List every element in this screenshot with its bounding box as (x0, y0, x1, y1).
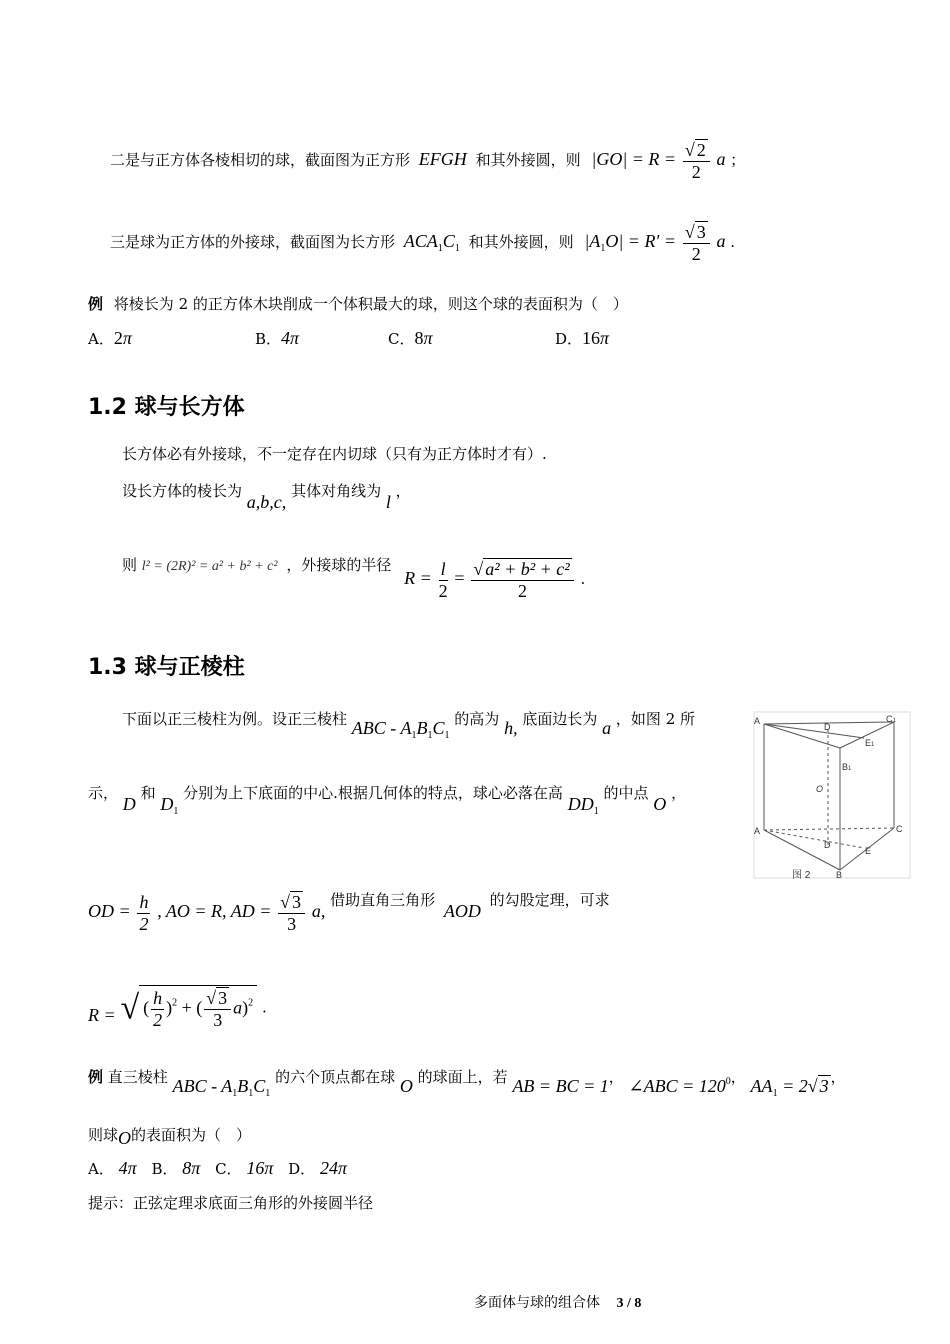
section-1-2-line3: 则 l² = (2R)² = a² + b² + c² ，外接球的半径 R = $\frac{l}{2}$ = $\frac{\text{√ a² + b² + c²}}{2}$ . (122, 556, 586, 601)
section-1-3-line1: 下面以正三棱柱为例。设正三棱柱 ABC - $A_1B_1C_1$ 的高为 h, 底面边长为 a ，如图 2 所 (122, 710, 696, 741)
section-1-3-radius-formula: R = √ ( $\frac{h}{2}$ )$^2$ + ( $\frac{√ 3}{3}$ a)$^2$ . (88, 985, 267, 1032)
fraction-root2-over-2: $\frac{√ 2}{2}$ (683, 140, 710, 182)
example-1-option-b: B．4π (255, 328, 300, 348)
example-2-question: 例 直三棱柱 ABC - $A_1B_1C_1$ 的六个顶点都在球 O 的球面上，若 AB = BC = 1， ∠ABC = $120^0$， $AA_1 = 2√$ 3 ， (88, 1068, 846, 1099)
example-2-options (88, 1158, 347, 1180)
fraction-root3-over-3: $\frac{√ 3}{3}$ (278, 892, 305, 934)
section-1-3-line2: 示， D 和 $D_1$ 分别为上下底面的中心.根据几何体的特点，球心必落在高 $DD_1$ 的中点 O ， (88, 784, 687, 817)
para-cube-circumscribed: 三是球为正方体的外接球，截面图为长方形 $ACA_1C_1$ 和其外接圆，则 $|A_1O| = R'$ = $\frac{√ 3}{2}$ a . (110, 222, 736, 264)
example-2-option-a: A． 4π (88, 1158, 137, 1178)
figure-caption: 图 2 (792, 870, 811, 880)
example-2-option-c: C． 16π (215, 1158, 274, 1178)
fig-label-o: O (816, 784, 824, 794)
fig-label-b1: B1 (842, 762, 852, 772)
example-1-option-d: D．16π (555, 328, 610, 348)
fig-label-e-bottom: E (865, 846, 872, 856)
fig-label-c-bottom: C (896, 824, 903, 834)
example-1-option-c: C．8π (388, 328, 433, 348)
section-1-3-title: 1.3 球与正棱柱 (88, 655, 245, 680)
fraction-sqrt-sum-over-2: $\frac{\text{√ a² + b² + c²}}{2}$ (471, 559, 573, 601)
section-1-3-line3: OD = $\frac{h}{2}$ , AO = R, AD = $\frac{√ 3}{3}$ a, 借助直角三角形 AOD 的勾股定理，可求 (88, 891, 610, 934)
shape-efgh: EFGH (418, 149, 467, 170)
para-cube-edge-tangent: 二是与正方体各棱相切的球，截面图为正方形 EFGH 和其外接圆，则 |GO| = R = $\frac{√ 2}{2}$ a ； (110, 140, 746, 182)
shape-aca1c1: $ACA_1C_1$ (403, 231, 460, 255)
fig-label-d-top: D (824, 722, 831, 732)
section-1-2-line2: 设长方体的棱长为 a,b,c, 其体对角线为 l ， (122, 482, 411, 512)
example-1-question: 例 将棱长为 2 的正方体木块削成一个体积最大的球，则这个球的表面积为（ ） (88, 295, 628, 313)
example-2-option-b: B． 8π (151, 1158, 201, 1178)
fraction-l-over-2: $\frac{l}{2}$ (438, 559, 448, 601)
example-2-line2: 则球O的表面积为（ ） (88, 1126, 252, 1148)
example-2-option-d: D． 24π (288, 1158, 347, 1178)
fig-label-a-bottom: A (754, 826, 761, 836)
fig-label-c-top: C1 (886, 714, 896, 724)
example-2-hint: 提示：正弦定理求底面三角形的外接圆半径 (88, 1194, 374, 1212)
section-1-2-line1: 长方体必有外接球，不一定存在内切球（只有为正方体时才有）. (122, 445, 547, 463)
example-1-option-a: A．2π (88, 328, 132, 348)
footer-title: 多面体与球的组合体 (474, 1295, 600, 1311)
fig-label-e1: E1 (865, 738, 875, 748)
page-number: 3 / 8 (616, 1296, 642, 1311)
fig-label-d-bottom: D (824, 840, 831, 850)
fig-label-b-bottom: B (836, 870, 843, 880)
fraction-h-over-2: $\frac{h}{2}$ (139, 892, 149, 934)
figure-2-prism (752, 710, 912, 880)
fraction-root3-over-2: $\frac{√ 3}{2}$ (683, 222, 710, 264)
fig-label-a-top: A (754, 716, 761, 726)
page-footer (474, 1292, 641, 1312)
section-1-2-title: 1.2 球与长方体 (88, 395, 245, 420)
